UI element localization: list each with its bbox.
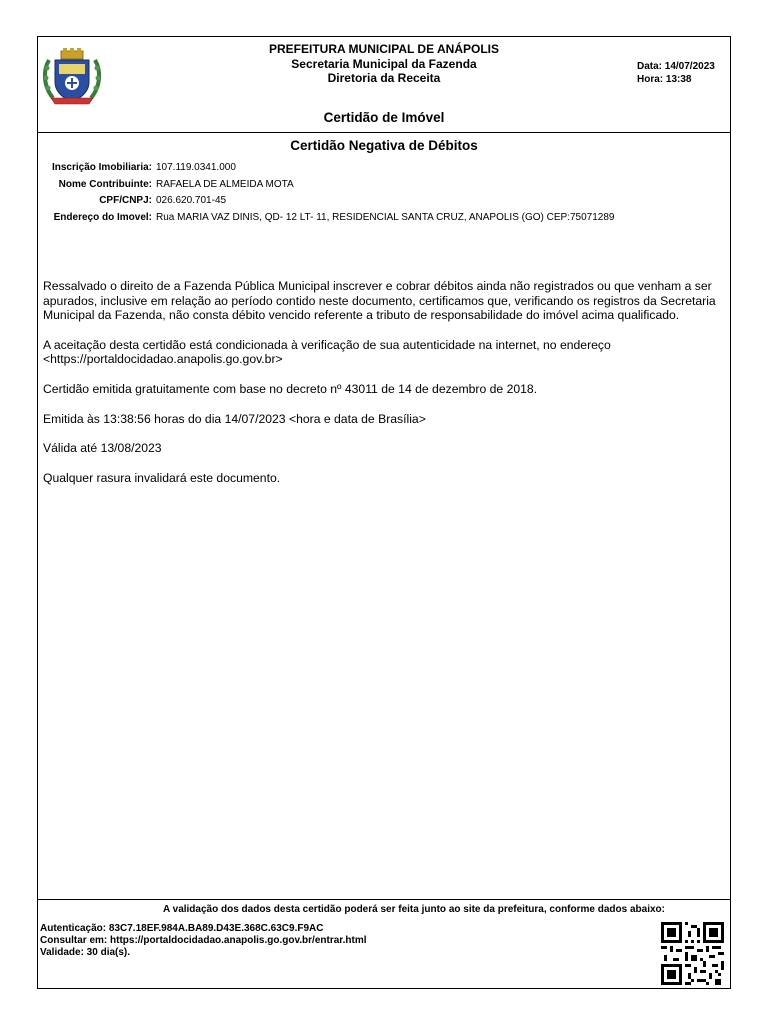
field-label-address: Endereço do Imovel: bbox=[53, 211, 152, 223]
body-paragraph-verification: A aceitação desta certidão está condicionada à verificação de sua autenticidade na internet, no endereço <https://portaldocidadao.anapolis.go.gov.br> bbox=[43, 337, 611, 367]
issue-datetime bbox=[637, 61, 715, 86]
field-label-registration: Inscrição Imobiliaria: bbox=[51, 162, 152, 173]
issuer-department: Diretoria da Receita bbox=[327, 71, 441, 85]
body-paragraph-decree: Certidão emitida gratuitamente com base no decreto nº 43011 de 14 de dezembro de 2018. bbox=[43, 381, 538, 396]
certificate-type: Certidão de Imóvel bbox=[323, 110, 445, 125]
authentication-code: Autenticação: 83C7.18EF.984A.BA89.D43E.368C.63C9.F9AC bbox=[40, 923, 324, 934]
body-paragraph-disclaimer: Ressalvado o direito de a Fazenda Pública Municipal inscrever e cobrar débitos ainda não registrados ou que venham a ser apurados, inclusive em relação ao período contido neste documento, certificamos que, verificando os registros da Secretaria Municipal da Fazenda, não consta débito vencido referente a tributo de responsabilidade do imóvel acima qualificado. bbox=[43, 279, 716, 323]
validity-period: Validade: 30 dia(s). bbox=[40, 947, 131, 958]
footer-validation-note: A validação dos dados desta certidão poderá ser feita junto ao site da prefeitura, conforme dados abaixo: bbox=[163, 904, 665, 915]
field-value-taxpayer: RAFAELA DE ALMEIDA MOTA bbox=[156, 178, 294, 190]
body-paragraph-valid-until: Válida até 13/08/2023 bbox=[43, 441, 162, 456]
issue-date: Data: 14/07/2023 bbox=[637, 61, 715, 72]
field-label-taxpayer: Nome Contribuinte: bbox=[58, 178, 152, 190]
header bbox=[38, 37, 730, 133]
certificate-body bbox=[43, 279, 718, 500]
body-paragraph-issued: Emitida às 13:38:56 horas do dia 14/07/2023 <hora e data de Brasília> bbox=[43, 411, 426, 426]
footer-info bbox=[40, 923, 367, 959]
field-value-registration: 107.119.0341.000 bbox=[156, 162, 236, 173]
consult-url: Consultar em: https://portaldocidadao.anapolis.go.gov.br/entrar.html bbox=[40, 935, 367, 946]
footer-divider bbox=[38, 899, 730, 900]
certificate-subtitle: Certidão Negativa de Débitos bbox=[290, 138, 478, 153]
issuer-municipality: PREFEITURA MUNICIPAL DE ANÁPOLIS bbox=[268, 42, 499, 56]
body-paragraph-erasure: Qualquer rasura invalidará este documento. bbox=[43, 470, 281, 485]
issue-time: Hora: 13:38 bbox=[637, 73, 692, 85]
issuer-secretariat: Secretaria Municipal da Fazenda bbox=[291, 56, 477, 71]
certificate-document bbox=[37, 36, 731, 989]
field-label-cpf: CPF/CNPJ: bbox=[99, 195, 152, 206]
qr-code-icon bbox=[661, 922, 724, 985]
issuer-block bbox=[38, 42, 730, 86]
field-value-address: Rua MARIA VAZ DINIS, QD- 12 LT- 11, RESIDENCIAL SANTA CRUZ, ANAPOLIS (GO) CEP:75071289 bbox=[156, 211, 615, 223]
field-value-cpf: 026.620.701-45 bbox=[156, 195, 227, 206]
